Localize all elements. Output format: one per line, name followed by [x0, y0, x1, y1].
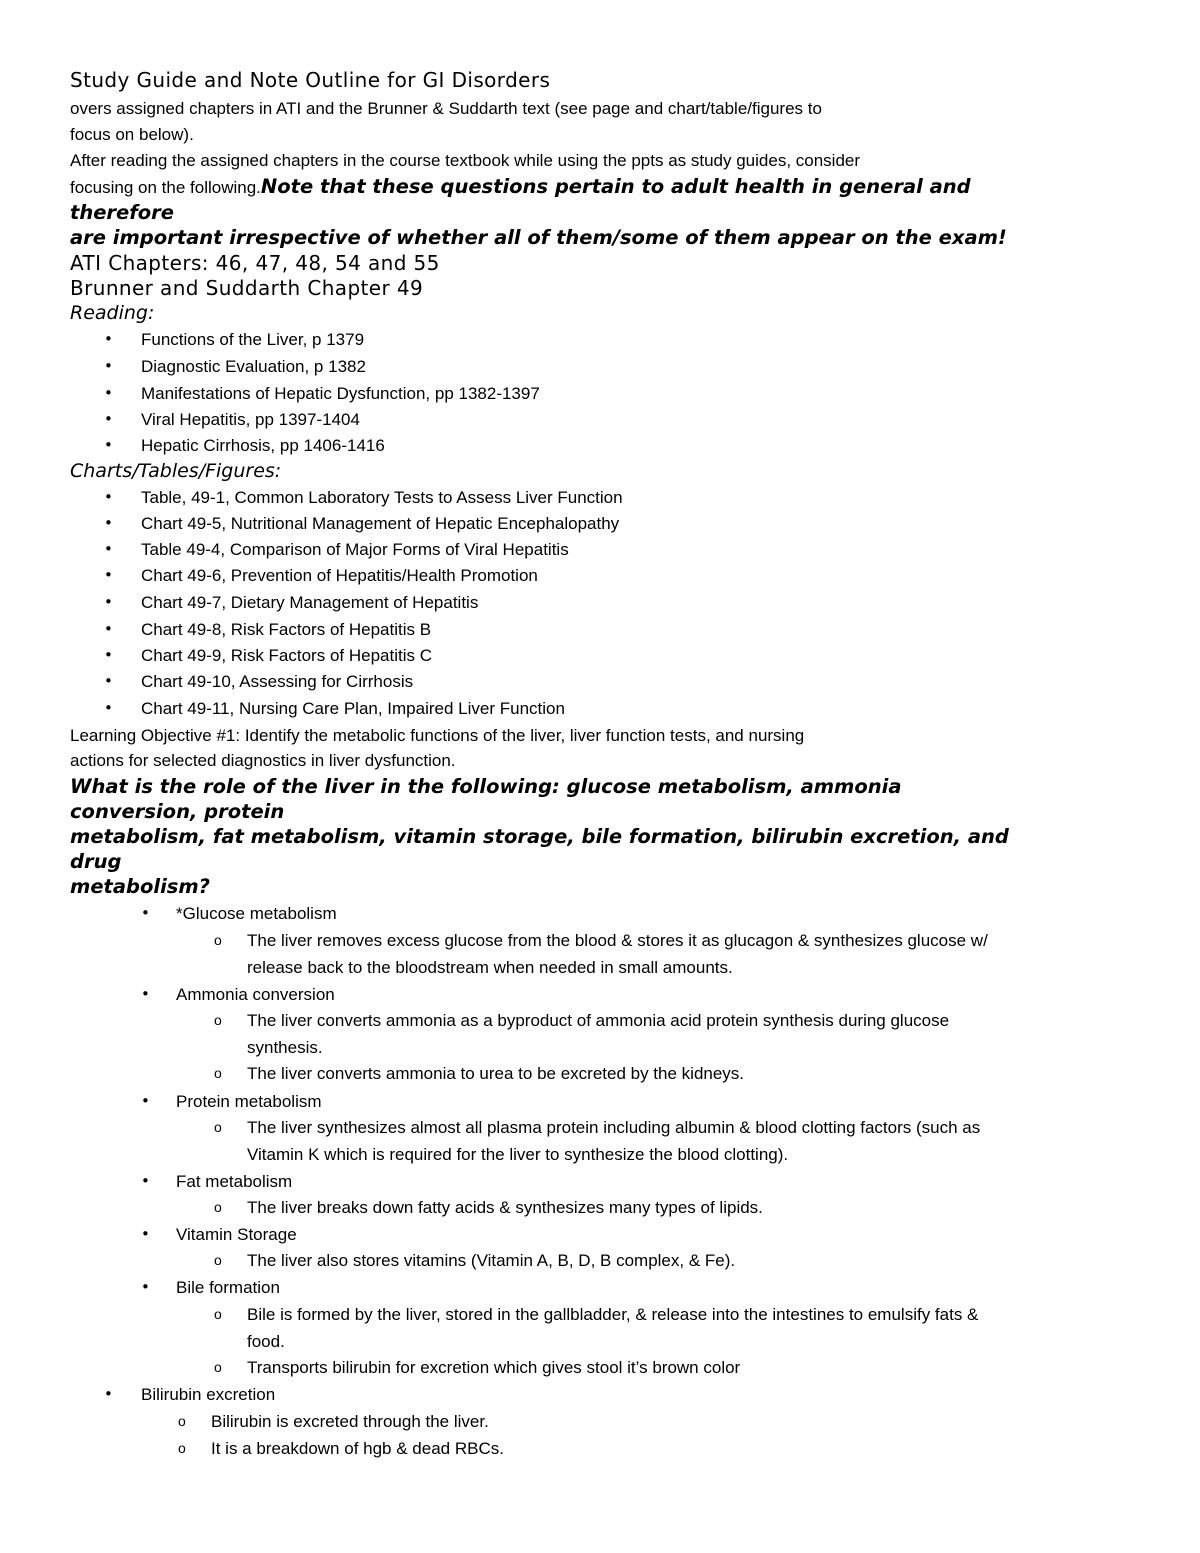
- chart-item: Chart 49-5, Nutritional Management of Hepatic Encephalopathy: [141, 514, 620, 533]
- bullet-icon: •: [104, 488, 113, 506]
- brunner-chapter-heading: Brunner and Suddarth Chapter 49: [70, 276, 424, 300]
- reading-item: Diagnostic Evaluation, p 1382: [141, 357, 366, 376]
- note-detail: food.: [247, 1332, 285, 1351]
- sub-bullet-icon: o: [178, 1413, 186, 1429]
- reading-item: Functions of the Liver, p 1379: [141, 330, 365, 349]
- chart-item: Chart 49-11, Nursing Care Plan, Impaired Liver Function: [141, 699, 565, 718]
- question-line: conversion, protein: [70, 800, 285, 823]
- note-topic: Vitamin Storage: [176, 1225, 297, 1244]
- sub-bullet-icon: o: [178, 1440, 186, 1456]
- reading-item: Manifestations of Hepatic Dysfunction, pp 1382-1397: [141, 384, 540, 403]
- note-detail: Bilirubin is excreted through the liver.: [211, 1412, 489, 1431]
- chart-item: Chart 49-6, Prevention of Hepatitis/Health Promotion: [141, 566, 538, 585]
- note-detail: Transports bilirubin for excretion which gives stool it’s brown color: [247, 1358, 741, 1377]
- objective-text-line: Learning Objective #1: Identify the metabolic functions of the liver, liver function tests, and nursing: [70, 726, 805, 745]
- bullet-icon: •: [104, 620, 113, 638]
- chart-item: Chart 49-7, Dietary Management of Hepatitis: [141, 593, 479, 612]
- intro-emphasis-line: therefore: [70, 201, 174, 224]
- note-detail: The liver removes excess glucose from the blood & stores it as glucagon & synthesizes glucose w/: [247, 931, 988, 950]
- intro-text-line: [70, 175, 971, 198]
- sub-bullet-icon: o: [214, 1012, 222, 1028]
- note-topic: Bilirubin excretion: [141, 1385, 276, 1404]
- note-detail: The liver converts ammonia to urea to be excreted by the kidneys.: [247, 1064, 745, 1083]
- question-line: metabolism, fat metabolism, vitamin storage, bile formation, bilirubin excretion, and: [70, 825, 1009, 848]
- sub-bullet-icon: o: [214, 932, 222, 948]
- bullet-icon: •: [104, 384, 113, 402]
- note-topic: Bile formation: [176, 1278, 280, 1297]
- reading-heading: Reading:: [70, 302, 155, 324]
- chart-item: Table 49-4, Comparison of Major Forms of Viral Hepatitis: [141, 540, 569, 559]
- bullet-icon: •: [104, 672, 113, 690]
- bullet-icon: •: [104, 593, 113, 611]
- bullet-icon: •: [104, 436, 113, 454]
- sub-bullet-icon: o: [214, 1359, 222, 1375]
- chart-item: Table, 49-1, Common Laboratory Tests to Assess Liver Function: [141, 488, 623, 507]
- bullet-icon: •: [141, 1225, 150, 1243]
- sub-bullet-icon: o: [214, 1306, 222, 1322]
- note-detail: Vitamin K which is required for the liver to synthesize the blood clotting).: [247, 1145, 789, 1164]
- intro-emphasis-line: are important irrespective of whether all of them/some of them appear on the exam!: [70, 226, 1007, 249]
- bullet-icon: •: [104, 514, 113, 532]
- note-detail: The liver breaks down fatty acids & synthesizes many types of lipids.: [247, 1198, 763, 1217]
- objective-text-line: actions for selected diagnostics in liver dysfunction.: [70, 751, 456, 770]
- reading-item: Hepatic Cirrhosis, pp 1406-1416: [141, 436, 385, 455]
- bullet-icon: •: [104, 699, 113, 717]
- note-detail: The liver converts ammonia as a byproduct of ammonia acid protein synthesis during glucose: [247, 1011, 950, 1030]
- bullet-icon: •: [104, 1385, 113, 1403]
- intro-text-line: overs assigned chapters in ATI and the Brunner & Suddarth text (see page and chart/table/figures to: [70, 99, 822, 118]
- note-detail: Bile is formed by the liver, stored in the gallbladder, & release into the intestines to emulsify fats &: [247, 1305, 979, 1324]
- question-line: drug: [70, 850, 122, 873]
- note-detail: It is a breakdown of hgb & dead RBCs.: [211, 1439, 504, 1458]
- bullet-icon: •: [141, 1172, 150, 1190]
- bullet-icon: •: [104, 357, 113, 375]
- note-topic: Fat metabolism: [176, 1172, 293, 1191]
- intro-text-line: After reading the assigned chapters in the course textbook while using the ppts as study guides, consider: [70, 151, 861, 170]
- bullet-icon: •: [141, 904, 150, 922]
- chart-item: Chart 49-10, Assessing for Cirrhosis: [141, 672, 414, 691]
- note-topic: *Glucose metabolism: [176, 904, 337, 923]
- sub-bullet-icon: o: [214, 1119, 222, 1135]
- note-detail: synthesis.: [247, 1038, 323, 1057]
- bullet-icon: •: [104, 410, 113, 428]
- sub-bullet-icon: o: [214, 1252, 222, 1268]
- bullet-icon: •: [104, 540, 113, 558]
- chart-item: Chart 49-9, Risk Factors of Hepatitis C: [141, 646, 432, 665]
- sub-bullet-icon: o: [214, 1065, 222, 1081]
- bullet-icon: •: [104, 566, 113, 584]
- document-title: Study Guide and Note Outline for GI Disorders: [70, 68, 551, 92]
- bullet-icon: •: [141, 985, 150, 1003]
- question-line: What is the role of the liver in the following: glucose metabolism, ammonia: [70, 775, 902, 798]
- bullet-icon: •: [141, 1278, 150, 1296]
- bullet-icon: •: [104, 646, 113, 664]
- ati-chapters-heading: ATI Chapters: 46, 47, 48, 54 and 55: [70, 251, 440, 275]
- intro-plain-text: focusing on the following.: [70, 178, 261, 197]
- sub-bullet-icon: o: [214, 1199, 222, 1215]
- reading-item: Viral Hepatitis, pp 1397-1404: [141, 410, 360, 429]
- note-topic: Ammonia conversion: [176, 985, 335, 1004]
- note-detail: The liver also stores vitamins (Vitamin A, B, D, B complex, & Fe).: [247, 1251, 736, 1270]
- chart-item: Chart 49-8, Risk Factors of Hepatitis B: [141, 620, 432, 639]
- bullet-icon: •: [141, 1092, 150, 1110]
- note-detail: The liver synthesizes almost all plasma protein including albumin & blood clotting factors (such as: [247, 1118, 981, 1137]
- charts-heading: Charts/Tables/Figures:: [70, 460, 282, 482]
- intro-text-line: focus on below).: [70, 125, 194, 144]
- intro-emphasis-text: Note that these questions pertain to adult health in general and: [260, 175, 971, 198]
- note-topic: Protein metabolism: [176, 1092, 322, 1111]
- bullet-icon: •: [104, 330, 113, 348]
- note-detail: release back to the bloodstream when needed in small amounts.: [247, 958, 733, 977]
- question-line: metabolism?: [70, 875, 210, 898]
